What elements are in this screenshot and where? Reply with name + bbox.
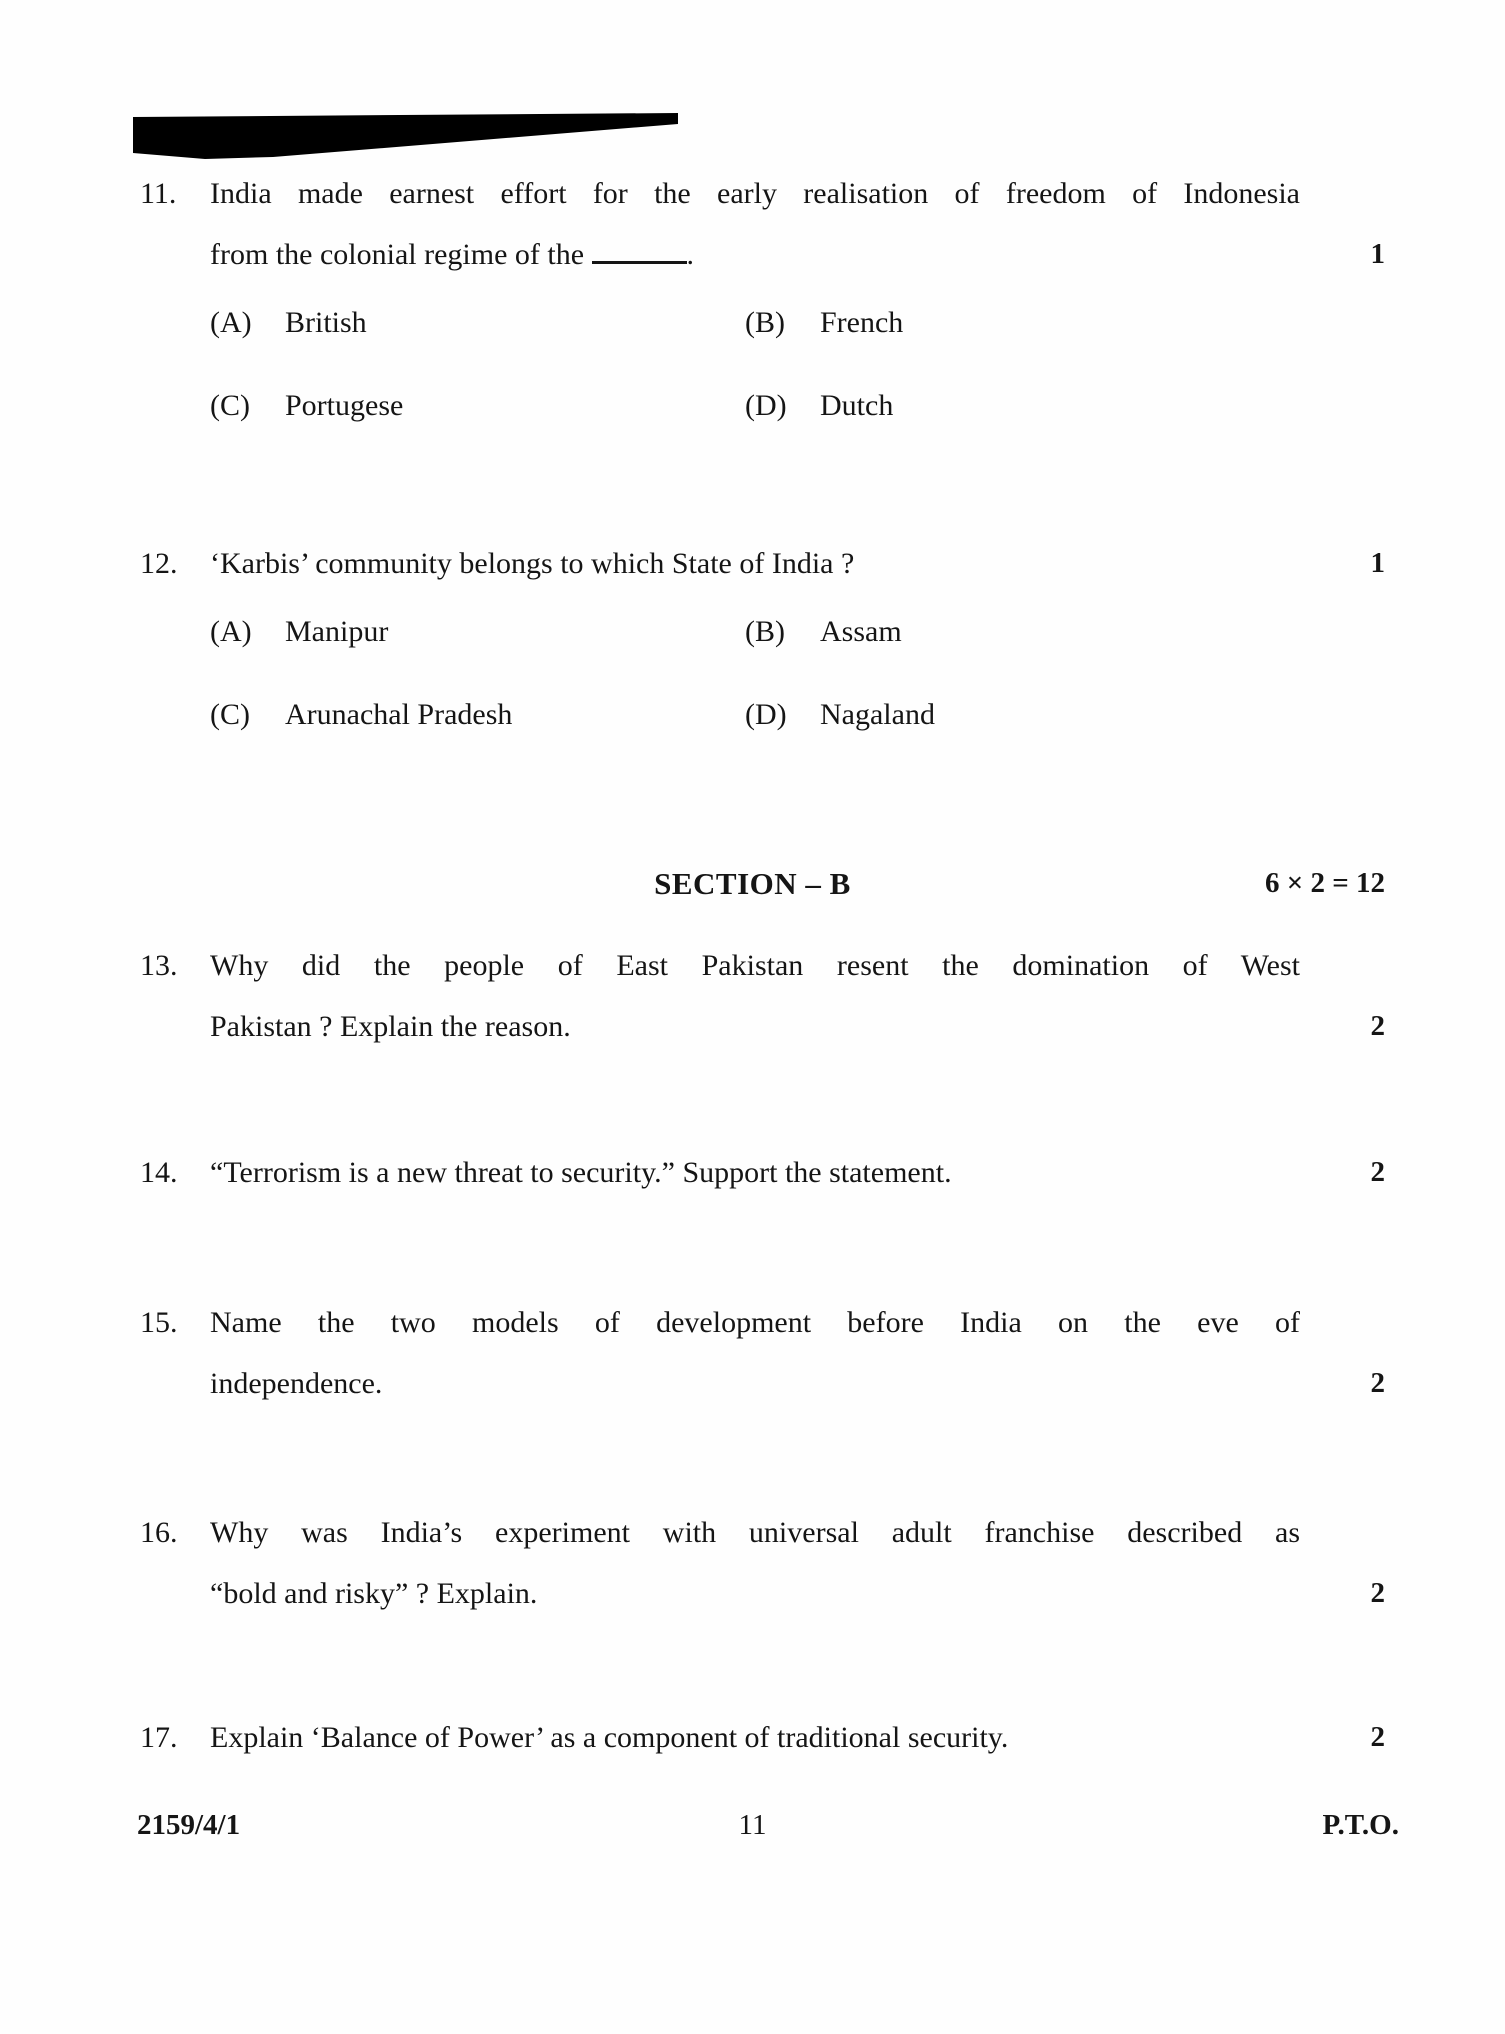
option-row [210, 292, 1505, 353]
question-13 [0, 935, 1505, 1057]
question-marks: 2 [1370, 1367, 1385, 1399]
question-text-line: “Terrorism is a new threat to security.” Support the statement. [210, 1156, 952, 1189]
question-number: 12. [140, 547, 178, 580]
page-number: 11 [738, 1809, 767, 1841]
option-a [210, 292, 745, 353]
option-b [745, 292, 1280, 353]
option-label: (C) [210, 698, 250, 731]
option-row [210, 601, 1505, 662]
option-text: Arunachal Pradesh [285, 698, 513, 731]
question-16 [0, 1502, 1505, 1624]
question-options [210, 601, 1505, 745]
question-14 [0, 1142, 1505, 1203]
question-text [210, 1502, 1300, 1624]
question-text-line: Pakistan ? Explain the reason. [210, 1010, 571, 1043]
question-text [210, 1142, 1300, 1203]
option-text: French [820, 306, 904, 339]
redaction-wedge-shape [133, 112, 678, 160]
option-row [210, 375, 1505, 436]
question-options [210, 292, 1505, 436]
question-text-line: Why was India’s experiment with universal adult franchise described as [210, 1516, 1300, 1549]
section-header [0, 853, 1505, 914]
option-text: Dutch [820, 389, 894, 422]
question-15 [0, 1292, 1505, 1414]
question-text-line: Explain ‘Balance of Power’ as a component of traditional security. [210, 1721, 1009, 1754]
question-main-row [140, 1292, 1385, 1414]
option-label: (B) [745, 306, 785, 339]
question-text [210, 533, 1300, 594]
option-b [745, 601, 1280, 662]
section-marks-formula: 6 × 2 = 12 [1264, 867, 1385, 899]
question-text-line: “bold and risky” ? Explain. [210, 1577, 538, 1610]
question-11 [0, 163, 1505, 436]
question-main-row [140, 1502, 1385, 1624]
option-label: (A) [210, 306, 252, 339]
question-text [210, 935, 1300, 1057]
fill-in-blank-line [592, 261, 687, 264]
question-main-row [140, 163, 1385, 285]
option-a [210, 601, 745, 662]
option-row [210, 684, 1505, 745]
question-number: 17. [140, 1721, 178, 1754]
question-marks: 2 [1370, 1010, 1385, 1042]
question-main-row [140, 1707, 1385, 1768]
question-text-line: independence. [210, 1367, 383, 1400]
question-text-line: Why did the people of East Pakistan resent the domination of West [210, 949, 1300, 982]
question-number: 14. [140, 1156, 178, 1189]
option-d [745, 684, 1280, 745]
option-text: Assam [820, 615, 902, 648]
question-17 [0, 1707, 1505, 1768]
question-marks: 1 [1370, 547, 1385, 579]
question-text-line: from the colonial regime of the . [210, 238, 695, 271]
question-text [210, 1292, 1300, 1414]
question-marks: 2 [1370, 1156, 1385, 1188]
option-text: Nagaland [820, 698, 935, 731]
question-text-line: Name the two models of development before India on the eve of [210, 1306, 1300, 1339]
question-main-row [140, 935, 1385, 1057]
option-d [745, 375, 1280, 436]
option-label: (B) [745, 615, 785, 648]
question-marks: 1 [1370, 238, 1385, 270]
option-label: (A) [210, 615, 252, 648]
question-main-row [140, 533, 1385, 594]
question-number: 16. [140, 1516, 178, 1549]
pto-label: P.T.O. [1322, 1809, 1399, 1841]
question-number: 15. [140, 1306, 178, 1339]
option-text: British [285, 306, 367, 339]
question-number: 11. [140, 177, 177, 210]
question-marks: 2 [1370, 1577, 1385, 1609]
question-main-row [140, 1142, 1385, 1203]
option-c [210, 684, 745, 745]
question-text [210, 163, 1300, 285]
question-12 [0, 533, 1505, 745]
option-label: (D) [745, 389, 787, 422]
redaction-bar [133, 112, 678, 160]
page-footer [0, 1805, 1505, 1845]
question-text [210, 1707, 1300, 1768]
paper-code: 2159/4/1 [137, 1809, 241, 1841]
option-c [210, 375, 745, 436]
question-text-line: ‘Karbis’ community belongs to which State of India ? [210, 547, 855, 580]
option-label: (D) [745, 698, 787, 731]
option-label: (C) [210, 389, 250, 422]
section-title: SECTION – B [654, 866, 851, 901]
question-marks: 2 [1370, 1721, 1385, 1753]
option-text: Manipur [285, 615, 389, 648]
question-number: 13. [140, 949, 178, 982]
question-text-line: India made earnest effort for the early realisation of freedom of Indonesia [210, 177, 1300, 210]
option-text: Portugese [285, 389, 404, 422]
